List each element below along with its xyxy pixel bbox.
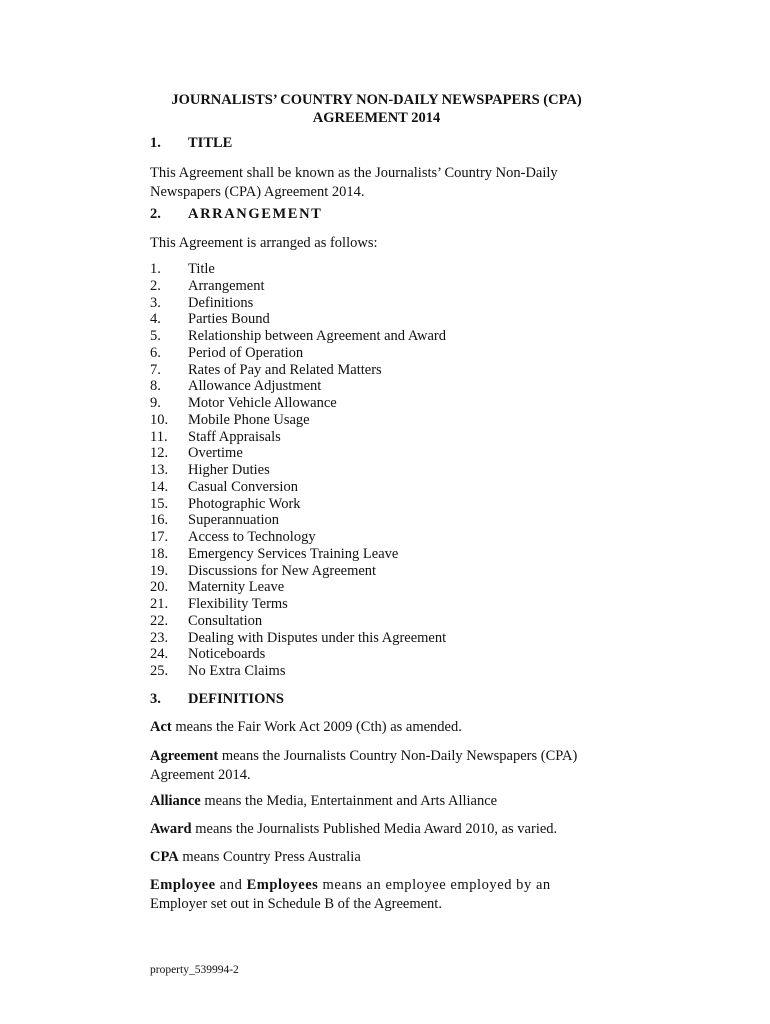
definition-term: CPA [150,849,179,865]
arrangement-item-label: Mobile Phone Usage [188,411,310,428]
arrangement-item-number: 9. [150,395,161,411]
section-heading-text: ARRANGEMENT [188,206,323,222]
arrangement-list [150,261,446,680]
arrangement-item [150,278,446,295]
arrangement-item-label: Parties Bound [188,311,270,328]
arrangement-item-label: Definitions [188,294,254,311]
title-clause-line-1: This Agreement shall be known as the Journalists’ Country Non-Daily [150,165,558,181]
arrangement-item [150,378,446,395]
definition-term: Act [150,719,172,735]
arrangement-item [150,529,446,546]
section-number: 3. [150,691,161,707]
arrangement-item-number: 2. [150,277,161,294]
definition-term: Alliance [150,793,201,809]
definition-text: means the Fair Work Act 2009 (Cth) as amended. [171,719,462,735]
arrangement-item [150,328,446,345]
definition-text: means the Journalists Country Non-Daily Newspapers (CPA) [218,748,578,764]
arrangement-item [150,579,446,596]
arrangement-item [150,445,446,462]
arrangement-item [150,613,446,630]
arrangement-item-number: 25. [150,663,169,679]
definition-term: Employees [246,877,319,893]
arrangement-item-number: 10. [150,411,169,428]
definition-text: means Country Press Australia [178,849,361,865]
arrangement-item-label: Emergency Services Training Leave [188,545,399,562]
section-number: 1. [150,135,161,151]
definition-term: Employee [150,877,216,893]
arrangement-item-number: 18. [150,545,169,562]
arrangement-item-number: 6. [150,344,161,361]
arrangement-item-number: 21. [150,596,169,612]
arrangement-item [150,395,446,412]
definition-text-continued: Agreement 2014. [150,767,251,783]
arrangement-item [150,512,446,529]
arrangement-item-label: Arrangement [188,277,265,294]
definition-text-continued: Employer set out in Schedule B of the Agreement. [150,896,442,912]
definition-award [150,820,620,839]
arrangement-item-label: Motor Vehicle Allowance [188,395,337,411]
definition-connector: and [215,877,247,893]
section-heading-title [150,135,232,152]
arrangement-item-label: Title [188,261,215,277]
arrangement-item [150,496,446,513]
arrangement-item [150,362,446,379]
title-clause-line-2: Newspapers (CPA) Agreement 2014. [150,184,365,200]
arrangement-item [150,546,446,563]
arrangement-item [150,563,446,580]
arrangement-item-number: 15. [150,495,169,512]
arrangement-item-label: Flexibility Terms [188,596,288,612]
definition-alliance [150,792,620,811]
arrangement-item-label: Access to Technology [188,529,316,545]
arrangement-item-number: 20. [150,579,169,596]
arrangement-item-number: 11. [150,428,168,445]
arrangement-item-label: Casual Conversion [188,478,298,495]
arrangement-item-number: 23. [150,629,169,646]
arrangement-item-number: 16. [150,512,169,529]
arrangement-item-number: 12. [150,445,169,462]
document-title [150,91,603,127]
definition-agreement [150,747,620,785]
arrangement-item [150,261,446,278]
document-title-line-2: AGREEMENT 2014 [312,110,441,126]
arrangement-item [150,462,446,479]
arrangement-item [150,646,446,663]
arrangement-item-number: 8. [150,378,161,395]
arrangement-item-label: Photographic Work [188,495,301,512]
title-clause-paragraph [150,164,620,202]
arrangement-item-number: 3. [150,294,161,311]
section-heading-text: TITLE [188,135,233,151]
section-heading-text: DEFINITIONS [188,691,284,707]
definition-text: means the Media, Entertainment and Arts Alliance [200,793,498,809]
arrangement-item-number: 7. [150,361,161,378]
arrangement-item-number: 13. [150,462,169,478]
arrangement-item-label: Noticeboards [188,646,266,663]
definition-term: Award [150,821,192,837]
arrangement-item-label: Staff Appraisals [188,428,281,445]
arrangement-item-label: Overtime [188,445,243,462]
arrangement-intro: This Agreement is arranged as follows: [150,235,378,251]
arrangement-item-number: 5. [150,328,161,344]
arrangement-item-label: Dealing with Disputes under this Agreement [188,629,447,646]
arrangement-item [150,412,446,429]
document-title-line-1: JOURNALISTS’ COUNTRY NON-DAILY NEWSPAPERS (CPA) [171,92,582,108]
arrangement-item-label: Allowance Adjustment [188,378,322,395]
arrangement-item-label: Relationship between Agreement and Award [188,328,446,344]
definition-text: means the Journalists Published Media Award 2010, as varied. [191,821,558,837]
definition-term: Agreement [150,748,219,764]
definition-text: means an employee employed by an [318,877,551,893]
definition-employee [150,876,620,914]
definition-act [150,718,620,737]
arrangement-item-number: 19. [150,562,169,579]
arrangement-item-number: 4. [150,311,161,328]
arrangement-item-label: No Extra Claims [188,663,286,679]
arrangement-item-number: 1. [150,261,161,277]
arrangement-item-number: 14. [150,478,169,495]
arrangement-item [150,596,446,613]
arrangement-item-number: 24. [150,646,169,663]
arrangement-item [150,630,446,647]
arrangement-item-label: Maternity Leave [188,579,285,596]
arrangement-item-label: Period of Operation [188,344,304,361]
arrangement-item [150,429,446,446]
section-heading-definitions [150,691,284,708]
arrangement-item-number: 17. [150,529,169,545]
arrangement-item-label: Superannuation [188,512,280,529]
arrangement-item-number: 22. [150,612,169,629]
definition-cpa [150,848,620,867]
section-number: 2. [150,206,161,222]
arrangement-item-label: Consultation [188,612,263,629]
definition-employee-line-1 [150,877,551,893]
arrangement-item [150,663,446,680]
arrangement-item-label: Discussions for New Agreement [188,562,377,579]
arrangement-item [150,295,446,312]
arrangement-item-label: Higher Duties [188,462,270,478]
section-heading-arrangement [150,206,322,223]
arrangement-item [150,479,446,496]
document-reference-footer: property_539994-2 [150,964,239,976]
arrangement-item [150,311,446,328]
arrangement-item [150,345,446,362]
arrangement-item-label: Rates of Pay and Related Matters [188,361,382,378]
